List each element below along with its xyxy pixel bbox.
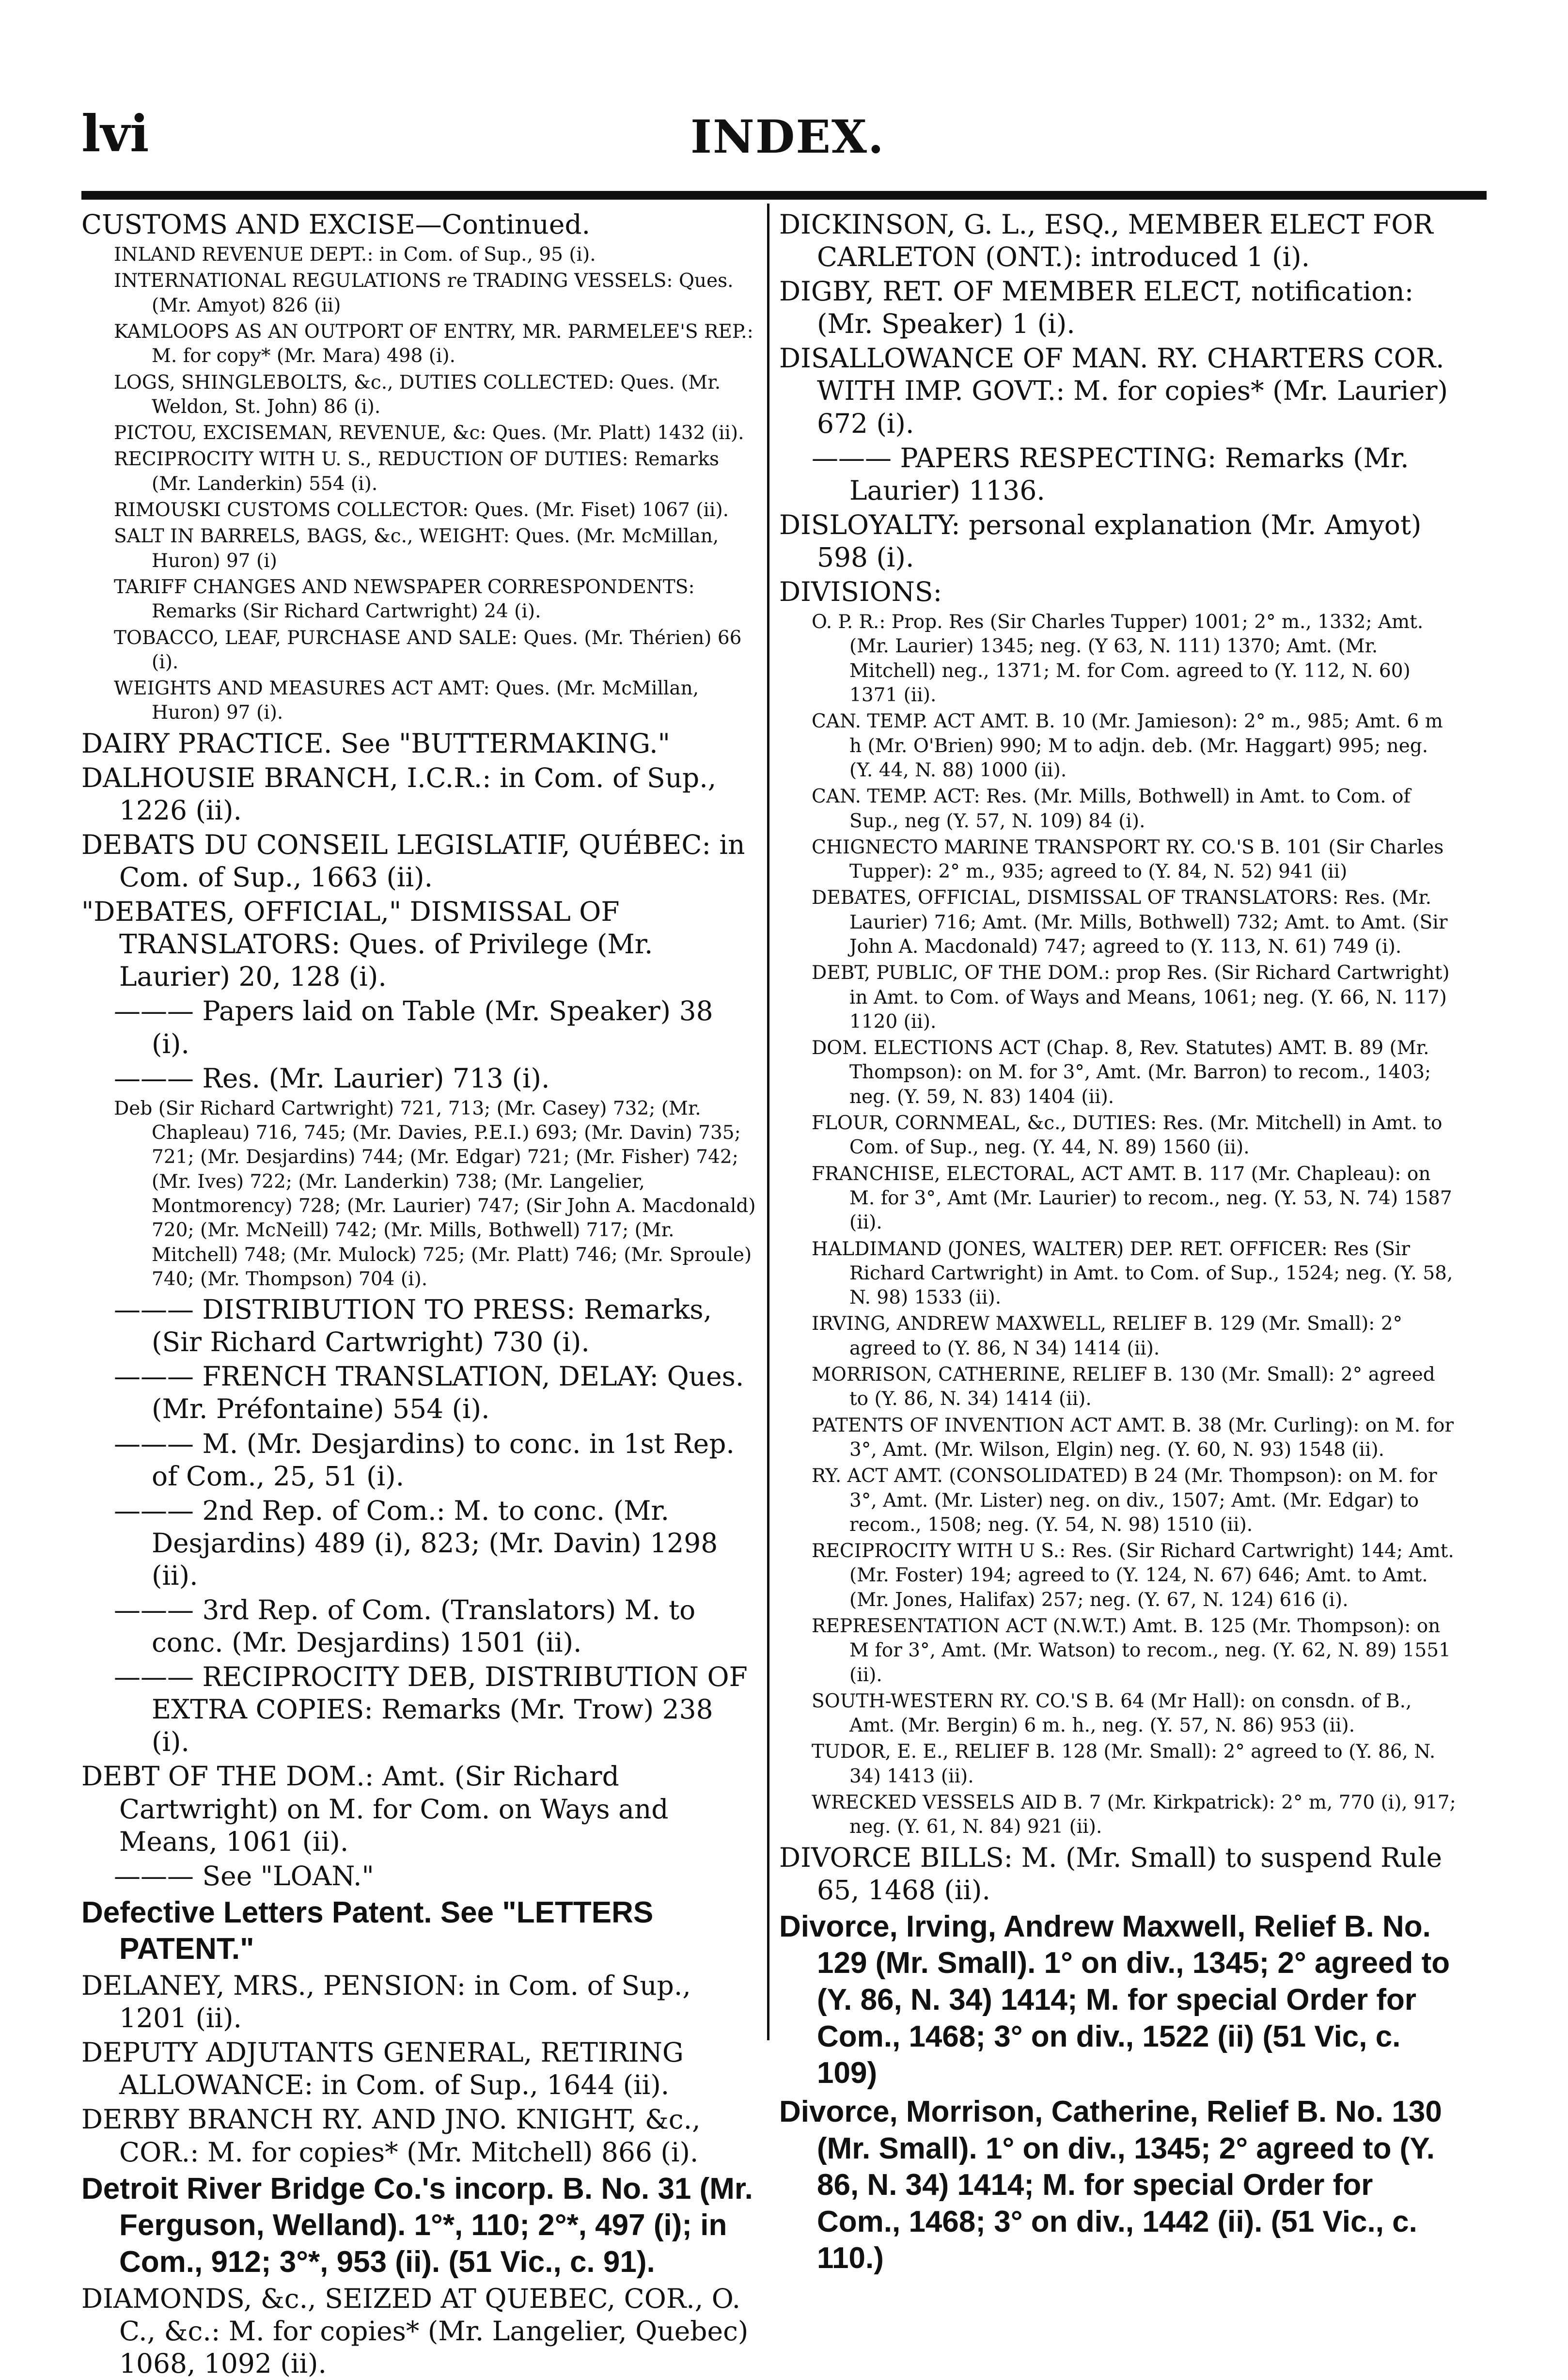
index-entry: FRANCHISE, ELECTORAL, ACT AMT. B. 117 (Mr. Chapleau): on M. for 3°, Amt (Mr. Laurier) to recom., neg. (Y. 53, N. 74) 1587 (ii). (812, 1163, 1452, 1234)
index-entry: DEBATS DU CONSEIL LEGISLATIF, QUÉBEC: in Com. of Sup., 1663 (ii). (81, 829, 745, 893)
index-entry: MORRISON, CATHERINE, RELIEF B. 130 (Mr. Small): 2° agreed to (Y. 86, N. 34) 1414 (ii). (812, 1364, 1435, 1410)
header-rule (81, 191, 1487, 200)
index-entry: DISALLOWANCE OF MAN. RY. CHARTERS COR. WITH IMP. GOVT.: M. for copies* (Mr. Laurier) 672 (i). (779, 343, 1448, 439)
index-entry: DIVISIONS: (779, 576, 942, 608)
index-entry: SALT IN BARRELS, BAGS, &c., WEIGHT: Ques. (Mr. McMillan, Huron) 97 (i) (114, 525, 719, 572)
index-entry: DEBT OF THE DOM.: Amt. (Sir Richard Cartwright) on M. for Com. on Ways and Means, 1061 (ii). (81, 1761, 669, 1857)
index-entry: RIMOUSKI CUSTOMS COLLECTOR: Ques. (Mr. Fiset) 1067 (ii). (114, 499, 729, 521)
index-entry: RECIPROCITY WITH U. S., REDUCTION OF DUTIES: Remarks (Mr. Landerkin) 554 (i). (114, 448, 719, 495)
index-entry: REPRESENTATION ACT (N.W.T.) Amt. B. 125 (Mr. Thompson): on M for 3°, Amt. (Mr. Watson) to recom., neg. (Y. 62, N. 89) 1551 (ii). (812, 1615, 1451, 1686)
index-entry: DIVORCE BILLS: M. (Mr. Small) to suspend Rule 65, 1468 (ii). (779, 1842, 1443, 1906)
index-entry: DICKINSON, G. L., ESQ., MEMBER ELECT FOR CARLETON (ONT.): introduced 1 (i). (779, 209, 1433, 273)
index-entry: RY. ACT AMT. (CONSOLIDATED) B 24 (Mr. Thompson): on M. for 3°, Amt. (Mr. Lister) neg. on div., 1507; Amt. (Mr. Edgar) to recom., 1508; neg. (Y. 54, N. 98) 1510 (ii). (812, 1465, 1437, 1536)
index-entry: PATENTS OF INVENTION ACT AMT. B. 38 (Mr. Curling): on M. for 3°, Amt. (Mr. Wilson, Elgin) neg. (Y. 60, N. 93) 1548 (ii). (812, 1414, 1454, 1461)
index-entry: CUSTOMS AND EXCISE—Continued. (81, 209, 591, 240)
page-number: lvi (81, 104, 149, 163)
index-entry: TOBACCO, LEAF, PURCHASE AND SALE: Ques. (Mr. Thérien) 66 (i). (114, 627, 742, 673)
index-entry: Deb (Sir Richard Cartwright) 721, 713; (Mr. Casey) 732; (Mr. Chapleau) 716, 745; (Mr. Davies, P.E.I.) 693; (Mr. Davin) 735; 721; (Mr. Desjardins) 744; (Mr. Edgar) 721; (Mr. Fisher) 742; (Mr. Ives) 722; (Mr. Landerkin) 738; (Mr. Langelier, Montmorency) 728; (Mr. Laurier) 747; (Sir John A. Macdonald) 720; (Mr. McNeill) 742; (Mr. Mills, Bothwell) 717; (Mr. Mitchell) 748; (Mr. Mulock) 725; (Mr. Platt) 746; (Mr. Sproule) 740; (Mr. Thompson) 704 (i). (114, 1097, 756, 1290)
index-entry: ——— 2nd Rep. of Com.: M. to conc. (Mr. Desjardins) 489 (i), 823; (Mr. Davin) 1298 (ii). (114, 1495, 718, 1591)
index-entry: WEIGHTS AND MEASURES ACT AMT: Ques. (Mr. McMillan, Huron) 97 (i). (114, 678, 699, 724)
index-entry: ——— 3rd Rep. of Com. (Translators) M. to conc. (Mr. Desjardins) 1501 (ii). (114, 1594, 696, 1658)
index-entry: TUDOR, E. E., RELIEF B. 128 (Mr. Small): 2° agreed to (Y. 86, N. 34) 1413 (ii). (812, 1741, 1436, 1787)
index-entry: INLAND REVENUE DEPT.: in Com. of Sup., 95 (i). (114, 244, 596, 266)
index-entry: ——— Res. (Mr. Laurier) 713 (i). (114, 1062, 550, 1094)
index-entry: ——— FRENCH TRANSLATION, DELAY: Ques. (Mr. Préfontaine) 554 (i). (114, 1361, 744, 1425)
index-entry: FLOUR, CORNMEAL, &c., DUTIES: Res. (Mr. Mitchell) in Amt. to Com. of Sup., neg. (Y. 44, N. 89) 1560 (ii). (812, 1112, 1443, 1159)
index-entry: KAMLOOPS AS AN OUTPORT OF ENTRY, MR. PARMELEE'S REP.: M. for copy* (Mr. Mara) 498 (i). (114, 320, 753, 367)
index-entry: INTERNATIONAL REGULATIONS re TRADING VESSELS: Ques. (Mr. Amyot) 826 (ii) (114, 270, 734, 316)
index-entry: DELANEY, MRS., PENSION: in Com. of Sup., 1201 (ii). (81, 1970, 691, 2034)
index-entry: CHIGNECTO MARINE TRANSPORT RY. CO.'S B. 101 (Sir Charles Tupper): 2° m., 935; agreed to (Y. 84, N. 52) 941 (ii) (812, 836, 1444, 883)
index-entry: ——— Papers laid on Table (Mr. Speaker) 38 (i). (114, 995, 713, 1059)
index-entry: IRVING, ANDREW MAXWELL, RELIEF B. 129 (Mr. Small): 2° agreed to (Y. 86, N 34) 1414 (ii). (812, 1313, 1403, 1359)
index-entry: DEBT, PUBLIC, OF THE DOM.: prop Res. (Sir Richard Cartwright) in Amt. to Com. of Ways and Means, 1061; neg. (Y. 66, N. 117) 1120 (ii). (812, 962, 1450, 1033)
index-entry: SOUTH-WESTERN RY. CO.'S B. 64 (Mr Hall): on consdn. of B., Amt. (Mr. Bergin) 6 m. h., neg. (Y. 57, N. 86) 953 (ii). (812, 1690, 1412, 1737)
index-entry: Detroit River Bridge Co.'s incorp. B. No. 31 (Mr. Ferguson, Welland). 1°*, 110; 2°*, 497 (i); in Com., 912; 3°*, 953 (ii). (51 Vic., c. 91). (81, 2172, 753, 2279)
page-title: INDEX. (690, 110, 885, 164)
index-entry: DISLOYALTY: personal explanation (Mr. Amyot) 598 (i). (779, 509, 1422, 573)
index-entry: DEPUTY ADJUTANTS GENERAL, RETIRING ALLOWANCE: in Com. of Sup., 1644 (ii). (81, 2037, 684, 2101)
column-divider (767, 204, 769, 2040)
index-entry: ——— See "LOAN." (114, 1860, 374, 1891)
index-entry: WRECKED VESSELS AID B. 7 (Mr. Kirkpatrick): 2° m, 770 (i), 917; neg. (Y. 61, N. 84) 921 (ii). (812, 1792, 1456, 1838)
right-column (779, 208, 1457, 2275)
index-entry: ——— RECIPROCITY DEB, DISTRIBUTION OF EXTRA COPIES: Remarks (Mr. Trow) 238 (i). (114, 1661, 748, 1758)
index-entry: LOGS, SHINGLEBOLTS, &c., DUTIES COLLECTED: Ques. (Mr. Weldon, St. John) 86 (i). (114, 371, 721, 418)
index-entry: DOM. ELECTIONS ACT (Chap. 8, Rev. Statutes) AMT. B. 89 (Mr. Thompson): on M. for 3°, Amt. (Mr. Barron) to recom., 1403; neg. (Y. 59, N. 83) 1404 (ii). (812, 1037, 1431, 1108)
index-entry: PICTOU, EXCISEMAN, REVENUE, &c: Ques. (Mr. Platt) 1432 (ii). (114, 422, 744, 444)
index-entry: Divorce, Morrison, Catherine, Relief B. No. 130 (Mr. Small). 1° on div., 1345; 2° agreed to (Y. 86, N. 34) 1414; M. for special Order for Com., 1468; 3° on div., 1442 (ii). (51 Vic., c. 110.) (779, 2095, 1442, 2275)
index-entry: ——— PAPERS RESPECTING: Remarks (Mr. Laurier) 1136. (812, 442, 1409, 506)
index-entry: DIGBY, RET. OF MEMBER ELECT, notification: (Mr. Speaker) 1 (i). (779, 276, 1414, 340)
index-entry: RECIPROCITY WITH U S.: Res. (Sir Richard Cartwright) 144; Amt. (Mr. Foster) 194; agreed to (Y. 124, N. 67) 646; Amt. to Amt. (Mr. Jones, Halifax) 257; neg. (Y. 67, N. 124) 616 (i). (812, 1540, 1454, 1611)
index-entry: DALHOUSIE BRANCH, I.C.R.: in Com. of Sup., 1226 (ii). (81, 762, 717, 826)
index-entry: Defective Letters Patent. See "LETTERS PATENT." (81, 1895, 654, 1966)
index-entry: HALDIMAND (JONES, WALTER) DEP. RET. OFFICER: Res (Sir Richard Cartwright) in Amt. to Com. of Sup., 1524; neg. (Y. 58, N. 98) 1533 (ii). (812, 1238, 1453, 1309)
index-entry: DIAMONDS, &c., SEIZED AT QUEBEC, COR., O. C., &c.: M. for copies* (Mr. Langelier, Quebec) 1068, 1092 (ii). (81, 2283, 749, 2379)
index-entry: TARIFF CHANGES AND NEWSPAPER CORRESPONDENTS: Remarks (Sir Richard Cartwright) 24 (i). (114, 576, 695, 623)
index-entry: Divorce, Irving, Andrew Maxwell, Relief B. No. 129 (Mr. Small). 1° on div., 1345; 2° agreed to (Y. 86, N. 34) 1414; M. for special Order for Com., 1468; 3° on div., 1522 (ii) (51 Vic, c. 109) (779, 1909, 1450, 2090)
index-entry: DERBY BRANCH RY. AND JNO. KNIGHT, &c., COR.: M. for copies* (Mr. Mitchell) 866 (i). (81, 2104, 701, 2168)
index-entry: DEBATES, OFFICIAL, DISMISSAL OF TRANSLATORS: Res. (Mr. Laurier) 716; Amt. (Mr. Mills, Bothwell) 732; Amt. to Amt. (Sir John A. Macdonald) 747; agreed to (Y. 113, N. 61) 749 (i). (812, 887, 1448, 958)
index-entry: ——— DISTRIBUTION TO PRESS: Remarks, (Sir Richard Cartwright) 730 (i). (114, 1294, 712, 1358)
index-entry: CAN. TEMP. ACT: Res. (Mr. Mills, Bothwell) in Amt. to Com. of Sup., neg (Y. 57, N. 109) 84 (i). (812, 786, 1411, 832)
index-entry: O. P. R.: Prop. Res (Sir Charles Tupper) 1001; 2° m., 1332; Amt. (Mr. Laurier) 1345; neg. (Y 63, N. 111) 1370; Amt. (Mr. Mitchell) neg., 1371; M. for Com. agreed to (Y. 112, N. 60) 1371 (ii). (812, 611, 1424, 707)
index-entry: ——— M. (Mr. Desjardins) to conc. in 1st Rep. of Com., 25, 51 (i). (114, 1428, 735, 1492)
left-column (81, 208, 759, 2379)
index-entry: "DEBATES, OFFICIAL," DISMISSAL OF TRANSLATORS: Ques. of Privilege (Mr. Laurier) 20, 128 (i). (81, 896, 653, 993)
index-entry: CAN. TEMP. ACT AMT. B. 10 (Mr. Jamieson): 2° m., 985; Amt. 6 m h (Mr. O'Brien) 990; M to adjn. deb. (Mr. Haggart) 995; neg. (Y. 44, N. 88) 1000 (ii). (812, 710, 1443, 781)
index-entry: DAIRY PRACTICE. See "BUTTERMAKING." (81, 727, 670, 759)
